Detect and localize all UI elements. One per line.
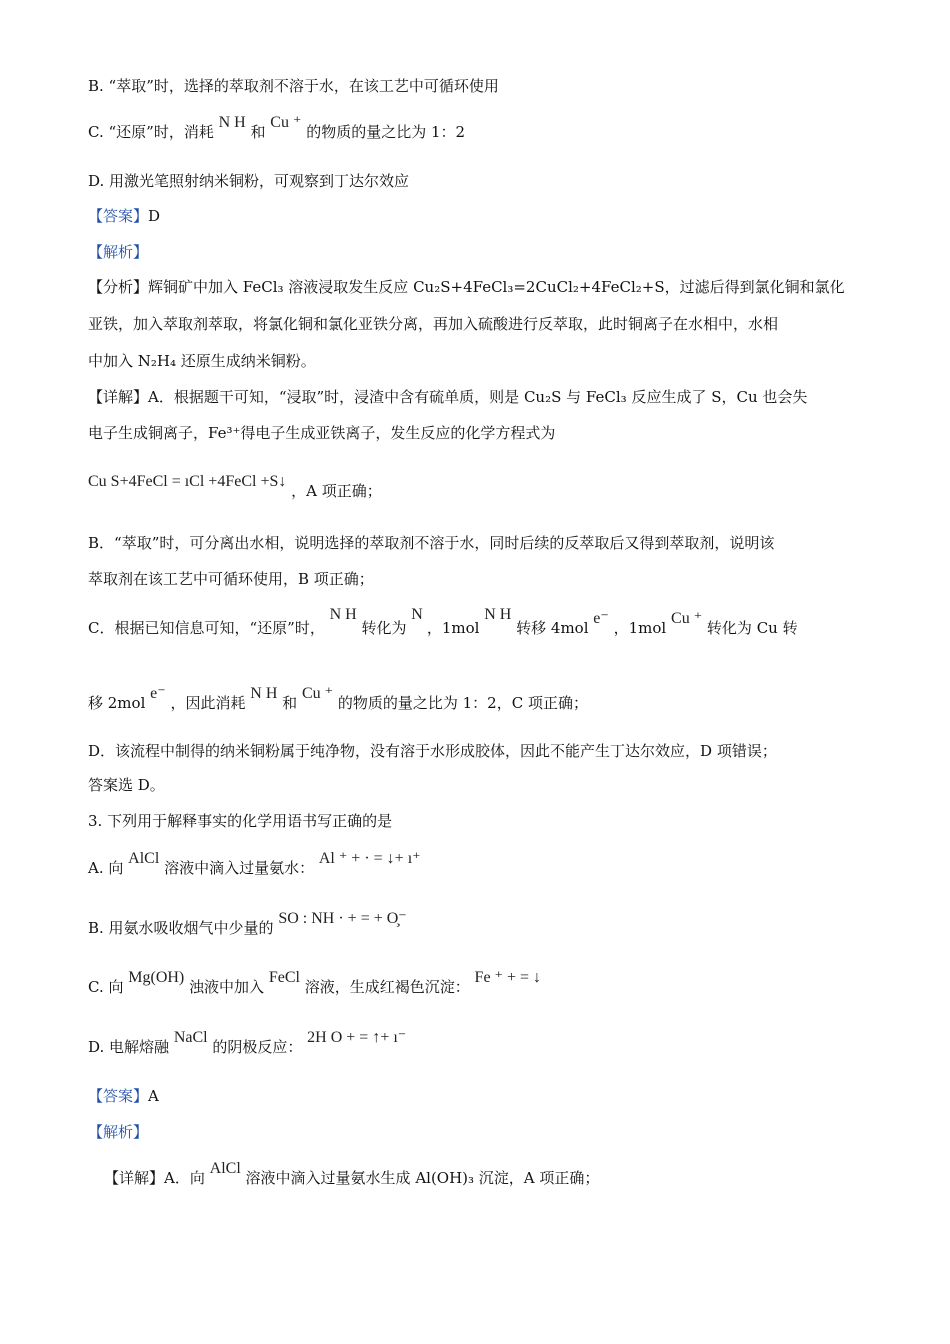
q3a-text-2: 溶液中滴入过量氨水： bbox=[164, 859, 315, 877]
equation-tail: ，A 项正确； bbox=[291, 482, 382, 500]
answer-line-1 bbox=[88, 206, 160, 226]
detail-q3-text-1: A．向 bbox=[164, 1169, 205, 1187]
formula-electron: e⁻ bbox=[150, 685, 166, 702]
q3c-text-1: C. 向 bbox=[88, 978, 124, 996]
formula-n2h4: N H bbox=[218, 114, 246, 131]
answer-choice-text: 答案选 D。 bbox=[88, 776, 165, 794]
question-3-text: 3. 下列用于解释事实的化学用语书写正确的是 bbox=[88, 812, 393, 830]
detail-c-text-6: 转化为 Cu 转 bbox=[706, 619, 798, 637]
formula-n2h4: N H bbox=[329, 606, 357, 623]
q3c-text-3: 溶液，生成红褐色沉淀： bbox=[304, 978, 470, 996]
formula-mgoh2: Mg(OH) bbox=[128, 969, 185, 986]
option-c-text-1: C. “还原”时，消耗 bbox=[88, 123, 214, 141]
detail-text-2: 电子生成铜离子，Fe³⁺得电子生成亚铁离子，发生反应的化学方程式为 bbox=[88, 424, 556, 442]
formula-alcl3: AlCl bbox=[209, 1160, 241, 1177]
detail-c-text-1: C．根据已知信息可知，“还原”时， bbox=[88, 619, 325, 637]
q3-option-b bbox=[88, 910, 407, 939]
option-c-text-2: 和 bbox=[250, 123, 266, 141]
detail-c2-text-2: ，因此消耗 bbox=[170, 694, 246, 712]
q3d-equation: 2H O + = ↑+ ı⁻ bbox=[307, 1029, 407, 1046]
analysis-text-1: 辉铜矿中加入 FeCl₃ 溶液浸取发生反应 Cu₂S+4FeCl₃=2CuCl₂+4FeCl₂+S，过滤后得到氯化铜和氯化 bbox=[148, 278, 845, 296]
q3c-equation: Fe ⁺ + = ↓ bbox=[474, 969, 542, 986]
detail-c-text-2: 转化为 bbox=[361, 619, 407, 637]
formula-cu-ion: Cu ⁺ bbox=[270, 114, 302, 131]
option-d-text: D. 用激光笔照射纳米铜粉，可观察到丁达尔效应 bbox=[88, 172, 410, 190]
detail-d-line-1 bbox=[88, 741, 777, 761]
option-b-text: B. “萃取”时，选择的萃取剂不溶于水，在该工艺中可循环使用 bbox=[88, 77, 499, 95]
analysis-line-3 bbox=[88, 351, 316, 371]
q3a-equation: Al ⁺ + · = ↓+ ı⁺ bbox=[318, 850, 421, 867]
answer-choice-line bbox=[88, 775, 165, 795]
q3d-text-1: D. 电解熔融 bbox=[88, 1038, 170, 1056]
option-c-text-3: 的物质的量之比为 1：2 bbox=[306, 123, 466, 141]
detail-q3-line bbox=[104, 1160, 600, 1189]
formula-alcl3: AlCl bbox=[128, 850, 160, 867]
option-c-line bbox=[88, 114, 466, 143]
equation-line bbox=[88, 473, 382, 502]
q3d-text-2: 的阴极反应： bbox=[212, 1038, 303, 1056]
analysis-line-1 bbox=[88, 277, 845, 297]
answer-value: D bbox=[148, 207, 161, 225]
detail-c-text-3: ，1mol bbox=[426, 619, 480, 637]
detail-c2-text-1: 移 2mol bbox=[88, 694, 146, 712]
detail-b-line-1 bbox=[88, 533, 774, 553]
analysis-header-2 bbox=[88, 1122, 148, 1142]
detail-c-line-2 bbox=[88, 685, 588, 714]
analysis-line-2 bbox=[88, 314, 778, 334]
detail-c2-text-4: 的物质的量之比为 1：2，C 项正确； bbox=[337, 694, 588, 712]
analysis-tag: 【解析】 bbox=[88, 243, 149, 261]
detail-c-text-5: ，1mol bbox=[613, 619, 667, 637]
answer-tag: 【答案】 bbox=[88, 207, 149, 225]
detail-b-line-2 bbox=[88, 569, 374, 589]
q3b-text-1: B. 用氨水吸收烟气中少量的 bbox=[88, 919, 274, 937]
detail-label: 【详解】 bbox=[88, 388, 149, 406]
detail-b-text-2: 萃取剂在该工艺中可循环使用，B 项正确； bbox=[88, 570, 374, 588]
question-3-stem bbox=[88, 811, 392, 831]
q3b-equation: SO : NH · + = + O̧⁻ bbox=[278, 910, 407, 927]
analysis-header-1 bbox=[88, 242, 148, 262]
detail-c-text-4: 转移 4mol bbox=[516, 619, 589, 637]
analysis-tag: 【解析】 bbox=[88, 1123, 149, 1141]
q3-option-a bbox=[88, 850, 421, 879]
detail-text-1: A．根据题干可知，“浸取”时，浸渣中含有硫单质，则是 Cu₂S 与 FeCl₃ 反应生成了 S，Cu 也会失 bbox=[148, 388, 808, 406]
answer-line-2 bbox=[88, 1086, 159, 1106]
detail-q3-text-2: 溶液中滴入过量氨水生成 Al(OH)₃ 沉淀，A 项正确； bbox=[245, 1169, 600, 1187]
answer-tag: 【答案】 bbox=[88, 1087, 149, 1105]
detail-b-text-1: B．“萃取”时，可分离出水相，说明选择的萃取剂不溶于水，同时后续的反萃取后又得到萃取剂，说明该 bbox=[88, 534, 775, 552]
reaction-equation: Cu S+4FeCl = ıCl +4FeCl +S↓ bbox=[88, 473, 287, 490]
formula-n2h4: N H bbox=[484, 606, 512, 623]
analysis-text-2: 亚铁，加入萃取剂萃取，将氯化铜和氯化亚铁分离，再加入硫酸进行反萃取，此时铜离子在水相中，水相 bbox=[88, 315, 779, 333]
option-d-line bbox=[88, 171, 409, 191]
detail-label: 【详解】 bbox=[104, 1169, 165, 1187]
q3-option-d bbox=[88, 1029, 407, 1058]
q3a-text-1: A. 向 bbox=[88, 859, 124, 877]
formula-cu-ion: Cu ⁺ bbox=[671, 610, 703, 627]
analysis-label: 【分析】 bbox=[88, 278, 149, 296]
formula-nacl: NaCl bbox=[173, 1029, 208, 1046]
detail-line-1 bbox=[88, 387, 807, 407]
formula-fecl3: FeCl bbox=[268, 969, 300, 986]
q3-option-c bbox=[88, 969, 542, 998]
formula-cu-ion: Cu ⁺ bbox=[301, 685, 334, 702]
formula-n2h4: N H bbox=[250, 685, 278, 702]
formula-n2: N bbox=[411, 606, 427, 623]
formula-electron: e⁻ bbox=[593, 610, 609, 627]
detail-c-line-1 bbox=[88, 606, 798, 639]
analysis-text-3: 中加入 N₂H₄ 还原生成纳米铜粉。 bbox=[88, 352, 316, 370]
detail-d-text: D．该流程中制得的纳米铜粉属于纯净物，没有溶于水形成胶体，因此不能产生丁达尔效应，D 项错误； bbox=[88, 742, 777, 760]
detail-c2-text-3: 和 bbox=[282, 694, 298, 712]
answer-value: A bbox=[148, 1087, 159, 1105]
option-b-line bbox=[88, 76, 499, 96]
q3c-text-2: 浊液中加入 bbox=[189, 978, 265, 996]
detail-line-2 bbox=[88, 423, 555, 443]
